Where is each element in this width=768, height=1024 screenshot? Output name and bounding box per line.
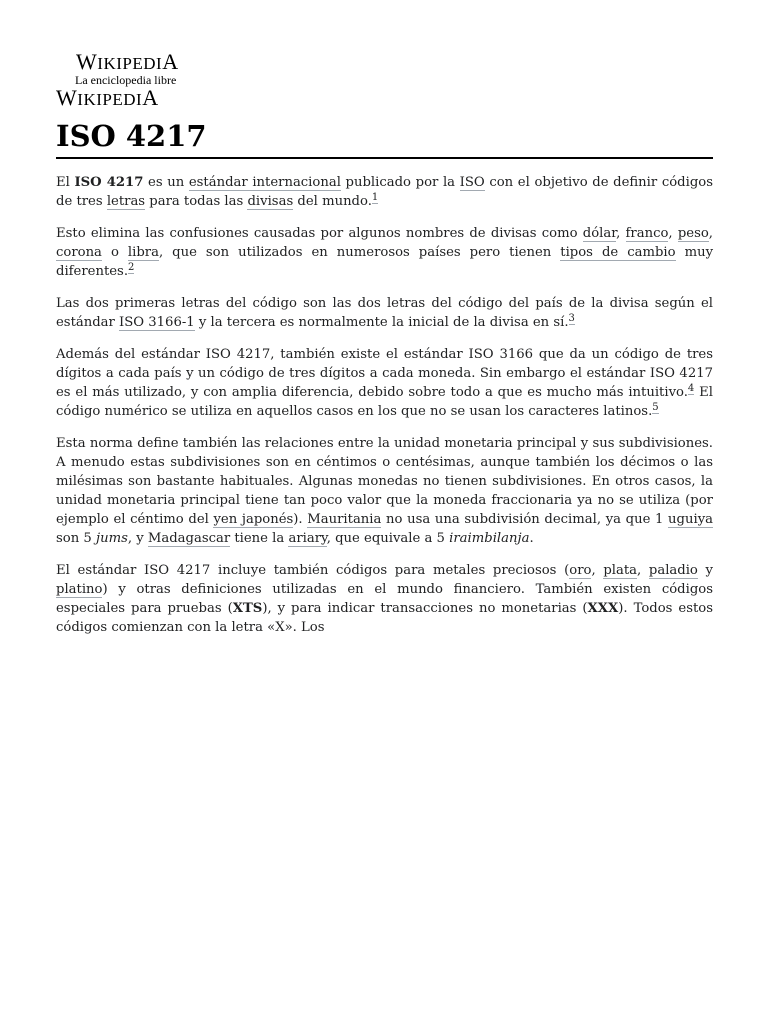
text: . <box>529 531 534 546</box>
link-dolar[interactable]: dólar <box>582 226 617 241</box>
text: y la tercera es normalmente la inicial de la divisa en sí. <box>194 315 569 330</box>
text: o <box>101 245 128 260</box>
text: , <box>637 563 649 578</box>
paragraph-4 <box>56 345 713 421</box>
link-iso-3166-1[interactable]: ISO 3166-1 <box>119 315 195 330</box>
italic-term-iraimbilanja: iraimbilanja <box>449 531 530 546</box>
reference-3[interactable] <box>569 313 575 325</box>
link-iso[interactable]: ISO <box>459 175 485 190</box>
text: , y <box>127 531 148 546</box>
text: El estándar ISO 4217 incluye también códigos para metales preciosos ( <box>56 563 570 578</box>
link-oro[interactable]: oro <box>569 563 592 578</box>
text: Esta norma define también las relaciones entre la unidad monetaria principal y sus subdivisiones. A menudo estas subdivisiones son en céntimos o centésimas, aunque también los décimos o las milésimas son bastante habituales. Algunas monedas no tienen subdivisiones. En otros casos, la unidad monetaria principal tiene tan poco valor que la moneda fraccionaria ya no se utiliza (por ejemplo el céntimo del <box>56 436 713 527</box>
reference-number[interactable]: 4 <box>687 382 695 394</box>
text: , que son utilizados en numerosos países pero tienen <box>158 245 561 260</box>
link-ariary[interactable]: ariary <box>288 531 327 546</box>
link-estandar-internacional[interactable]: estándar internacional <box>188 175 341 190</box>
text: ) y otras definiciones utilizadas en el mundo financiero. También existen códigos especiales para pruebas ( <box>56 582 713 616</box>
paragraph-5 <box>56 434 713 548</box>
wordmark-top-text: WIKIPEDIA <box>76 49 179 74</box>
text: para todas las <box>145 194 248 209</box>
bold-code-xxx: XXX <box>587 601 619 616</box>
text: , <box>616 226 626 241</box>
paragraph-3 <box>56 294 713 332</box>
text: , que equivale a 5 <box>326 531 450 546</box>
text: son 5 <box>56 531 96 546</box>
link-plata[interactable]: plata <box>603 563 638 578</box>
reference-number[interactable]: 2 <box>128 261 135 273</box>
text: publicado por la <box>340 175 460 190</box>
link-peso[interactable]: peso <box>677 226 709 241</box>
text: y <box>697 563 713 578</box>
reference-1[interactable] <box>372 192 378 204</box>
wikipedia-tagline: La enciclopedia libre <box>75 73 177 87</box>
link-libra[interactable]: libra <box>127 245 159 260</box>
wordmark-bottom-text: WIKIPEDIA <box>56 85 159 110</box>
text: ). <box>293 512 308 527</box>
text: muy diferentes. <box>56 245 714 279</box>
link-yen-japones[interactable]: yen japonés <box>213 512 294 527</box>
link-paladio[interactable]: paladio <box>648 563 698 578</box>
text: ), y para indicar transacciones no monetarias ( <box>262 601 588 616</box>
reference-number[interactable]: 5 <box>652 401 659 413</box>
link-tipos-de-cambio[interactable]: tipos de cambio <box>560 245 676 260</box>
bold-code-xts: XTS <box>232 601 263 616</box>
reference-5[interactable] <box>652 402 658 414</box>
reference-number[interactable]: 1 <box>371 191 379 203</box>
article-body <box>56 173 714 635</box>
text: con el objetivo de definir códigos de tres <box>56 175 713 209</box>
link-uguiya[interactable]: uguiya <box>668 512 714 527</box>
paragraph-6 <box>56 561 713 637</box>
text: del mundo. <box>293 194 372 209</box>
link-mauritania[interactable]: Mauritania <box>307 512 382 527</box>
text: no usa una subdivisión decimal, ya que 1 <box>381 512 669 527</box>
text: tiene la <box>230 531 289 546</box>
link-madagascar[interactable]: Madagascar <box>147 531 231 546</box>
link-letras[interactable]: letras <box>106 194 146 209</box>
reference-2[interactable] <box>128 262 134 274</box>
link-divisas[interactable]: divisas <box>247 194 294 209</box>
link-platino[interactable]: platino <box>56 582 103 597</box>
text: , <box>668 226 678 241</box>
text: Además del estándar ISO 4217, también existe el estándar ISO 3166 que da un código de tres dígitos a cada país y un código de tres dígitos a cada moneda. Sin embargo el estándar ISO 4217 es el más utilizado, y con amplia diferencia, debido sobre todo a que es mucho más intuitivo. <box>56 347 713 400</box>
text: , <box>591 563 604 578</box>
link-corona[interactable]: corona <box>56 245 102 260</box>
paragraph-1 <box>56 173 713 211</box>
page-title: ISO 4217 <box>56 116 713 159</box>
text: Las dos primeras letras del código son las dos letras del código del país de la divisa según el estándar <box>56 296 713 330</box>
text: ). Todos estos códigos comienzan con la letra «X». Los <box>56 601 713 635</box>
link-franco[interactable]: franco <box>625 226 669 241</box>
wikipedia-wordmark-bottom[interactable] <box>56 86 216 112</box>
reference-number[interactable]: 3 <box>568 312 575 324</box>
text: Esto elimina las confusiones causadas por algunos nombres de divisas como <box>56 226 583 241</box>
site-header <box>56 50 216 112</box>
paragraph-2 <box>56 224 713 281</box>
text: es un <box>143 175 189 190</box>
italic-term-jums: jums <box>95 531 128 546</box>
text: El <box>56 175 75 190</box>
bold-term-iso-4217: ISO 4217 <box>74 175 144 190</box>
text: , <box>708 226 713 241</box>
text: El código numérico se utiliza en aquellos casos en los que no se usan los caracteres latinos. <box>56 385 713 419</box>
